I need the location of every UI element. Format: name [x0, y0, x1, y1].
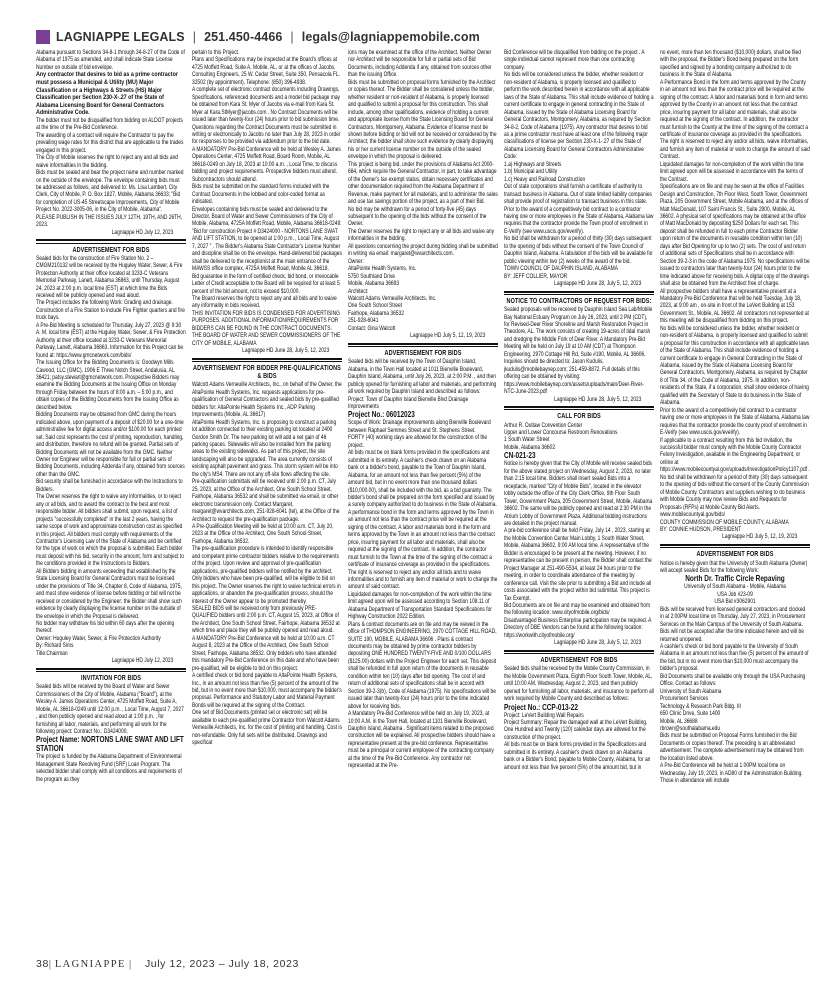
notice-paragraph: ions may be examined at the office of the Architect. Neither Owner nor Architect will be responsible for full or partial sets of Bid Documents, including Addenda if any, obtained from sources other than the issuing Office. — [348, 49, 492, 79]
notice-highlight: CN-021-23 — [504, 451, 536, 461]
notice-paragraph: Notice is hereby given that the University of South Alabama (Owner) will accept sealed Bids for the following Work: — [660, 559, 808, 574]
notice-paragraph: A Pre-Qualification Meeting will be held at 10:00 a.m. CT, July 20, 2023 at the Office of the Architect, One South School Street, Fairhope, Alabama 36532. — [192, 522, 334, 545]
legal-notice — [660, 49, 810, 541]
notice-paragraph: Envelopes containing bids must be sealed and delivered to the Director, Board of Water and Sewer Commissioners of the City of Mobile, Alabama, 4725A Moffett Road, Mobile, Alabama 36618-0249: "Bid for construction Project # D3424000 - NORTONS LANE SWAT AND LIFT STATION, to be opened at 1:00 p.m. , Local Time, August 7, 2027 " . The Bidder's Alabama State Contractor's License Number and discipline shall be on the envelope. Hand-delivered bid packages shall be delivered to the receptionist at the main entrance of the MAWSS office complex, 4725A Moffett Road, Mobile AL 36618. — [192, 205, 342, 273]
legal-notice — [504, 406, 654, 647]
notice-paragraph: No bidder may withdraw his bid within 60 days after the opening thereof. — [36, 619, 175, 635]
notice-divider — [348, 343, 498, 347]
notice-highlight: Project No.: 06012023 — [348, 410, 415, 420]
legal-notice — [36, 239, 186, 665]
notice-paragraph: PLEASE PUBLISH IN THE ISSUES JULY 12TH, 19TH, AND 26TH, 2023. — [36, 213, 183, 229]
notice-paragraph: No bid shall be withdrawn for a period of thirty (30) days subsequent to the opening of bids without the consent of the Town Council of Dauphin Island, Alabama. A tabulation of the bids will be available for public viewing within two (2) weeks of the award of the bid. — [504, 235, 653, 265]
notice-paragraph: If applicable to a contract resulting from this bid invitation, the successful bidder must comply with the Mobile County Contractor Felony Investigation, available in the Engineering Department, or online at https://www.mobilecountyal.gov/uploads/InvestigationPolicy1107.pdf . — [660, 436, 810, 474]
notice-centered-line: USA Bid #3062901 — [714, 598, 756, 606]
publication-name: LAGNIAPPE — [54, 959, 126, 970]
page-header — [36, 29, 480, 45]
notice-paragraph: A performance bond in the form and terms approved by the Town in an amount not less than the contract price will be required at the signing of the contract. A labor and materials bond in the form and terms approved by the Town in an amount not less than the contract price, insuring payment for all labor and materials, shall also be required at the signing of the contract. In addition, the contractor must furnish to the Town at the time of the signing of the contract a certificate of insurance coverage as provided in the specifications. The right is reserved to reject any and/or all bids and to waive informalities and to furnish any item of material or work to change the amount of said contract. — [348, 508, 498, 591]
notice-paragraph: The Owner reserves the right to waive any informalities, or to reject any or all bids, and to award the contract to the best and most responsible bidder. All bidders shall submit, upon request, a list of projects "successfully completed" in the last 2 years, having the same scope of work and approximate construction cost as specified in this project. All bidders must comply with requirements of the Contractor's Licensing Law of the State of Alabama and be certified for the type of work on which the proposal is submitted. Each bidder must deposit with his bid, security in the amount, form and subject to the conditions provided in the Instructions to Bidders. — [36, 493, 184, 568]
notice-paragraph: All bids must be on blank forms provided in the specifications and submitted in its entirety. A cashier's check drawn on an Alabama bank or a bidder's bond, payable to the Town of Dauphin Island, Alabama, for an amount not less than five percent (5%) of the amount bid, but in no event more than one thousand dollars ($10,000.00), shall be included with the bid, as a bid guaranty. The bidder's bond shall be prepared on the form specified and issued by a surety company authorized to do business in the State of Alabama. — [348, 449, 497, 509]
notice-paragraph: One Hundred and Twenty (120) calendar days are allowed for the construction of the project. — [504, 726, 646, 741]
notice-paragraph: Questions regarding the Contract Documents must be submitted in writing or electronically to Jacobs no later than July 28, 2023 in order for responses to be provided via addendum prior to the bid date. — [192, 123, 341, 146]
notice-paragraph: Mobile, Alabama 36602 — [504, 443, 556, 451]
notice-divider — [504, 291, 654, 295]
column-4 — [504, 49, 654, 954]
notice-centered-line: USA Job #23-09 — [717, 590, 753, 598]
notice-paragraph: By: Richard Sims — [36, 642, 74, 650]
notice-paragraph: 650 Clinic Drive, Suite 1400 — [660, 710, 721, 718]
notice-highlight: Any contractor that desires to bid as a prime contractor must possess a Municipal & Utility (MU) Major Classification or a Highways & Streets (HS) Major Classification per Section 230-X-.27 of the State of Alabama Licensing Board for General Contractors Administrative Code. — [36, 71, 178, 117]
notice-paragraph: One set of Bid Documents (printed set or electronic set) will be available to each pre-qualified prime Contractor from Walcott Adams Verneuille Architects, Inc. for the cost of printing and handling. Cost is non-refundable. Only full sets will be distributed. Drawings and specificat — [192, 709, 342, 747]
section-title: LAGNIAPPE LEGALS — [56, 30, 185, 44]
notice-paragraph: Specifications are on file and may be seen at the office of Facilities Design and Construction, 7th Floor West, South Tower, Government Plaza, 205 Government Street, Mobile Alabama, and at the offices of Matt MacDonald, 107 Saint Francis St., Suite 2900, Mobile, AL 36602. A physical set of specifications may be obtained at the office of Matt MacDonald by depositing $250 Dollars for each set. This deposit shall be refunded in full to each prime Contractor Bidder upon return of the documents in reusable condition within ten (10) days after Bid Opening for up to two (2) sets. The cost of and return of additional sets of Specifications shall be in accordance with Section 39-2-3 in the code of Alabama 1975. No specifications will be issued to contractors later than twenty-four (24) hours prior to the time indicated above for receiving bids. A digital copy of the drawings shall also be obtained from the Architect free of charge. — [660, 183, 810, 288]
notice-paragraph: Walcott Adams Verneuille Architects, Inc. — [348, 294, 437, 302]
notice-paragraph: Sealed bids will be received by the Town of Dauphin Island, Alabama, in the Town Hall located at 1011 Bienville Boulevard, Dauphin Island, Alabama, until July 26, 2023, at 2:00 P.M. , and then publicly opened for furnishing all labor and materials, and performing all work required by Dauphin Island and described as follows: — [348, 358, 497, 396]
notice-highlight: Project Name: NORTONS LANE SWAT AND LIFT STATION — [36, 735, 184, 754]
notice-paragraph: All bids must be on blank forms provided in the Specifications and submitted in its entirety. A cashier's check drawn on an Alabama bank or a Bidder's Bond, payable to Mobile County, Alabama, for an amount not less than five percent (5%) of the amount bid, but in — [504, 741, 651, 771]
notice-paragraph: Technology & Research Park Bldg. III — [660, 702, 741, 710]
notice-paragraph: Bids must be submitted on Proposal Forms furnished in the Bid Documents or copies thereof. The preceding is an abbreviated advertisement. The complete advertisement may be obtained from the location listed above. — [660, 732, 804, 762]
column-2 — [192, 49, 342, 954]
legal-notice — [348, 49, 498, 340]
notice-paragraph: Scope of Work: Drainage improvements along Bienville Boulevard between Raphael Semmes Street and St. Stephens Street. — [348, 419, 491, 434]
notice-paragraph: The Board reserves the right to reject any and all bids and to waive any informality in bids received. — [192, 294, 337, 310]
notice-paragraph: COUNTY COMMISSION OF MOBILE COUNTY, ALABAMA — [660, 518, 789, 526]
notice-paragraph: No bids will be considered unless the bidder, whether resident or non-resident of Alabama, is properly licensed and qualified to perform the work described herein in accordance with all applicable laws of the State of Alabama. This shall include evidence of holding a current certificate to engage in general contracting in the State of Alabama, issued by the State of Alabama Licensing Board for General Contractors, Montgomery, Alabama, as required by Section 34-8-2, Code of Alabama (1975). Any contractor that desires to bid as a prime contractor must have at least one of the following major classifications of license per Section 230-X-1-.27 of the State of Alabama Licensing Board for General Contractors Administrative Code: — [504, 71, 654, 161]
notice-paragraph: Procurement Services — [660, 695, 709, 703]
notice-paragraph: The awarding of a contract will require the Contractor to pay the prevailing wage rates for this district that are applicable to the trades engaged in this project. — [36, 131, 184, 154]
legal-notice — [504, 49, 654, 288]
notice-title: ADVERTISEMENT FOR BIDDER PRE-QUALIFICATIONS & BIDS — [193, 364, 341, 381]
notice-paragraph: The City of Mobile reserves the right to reject any and all bids and waive informalities in the bidding. — [36, 154, 179, 169]
notice-paragraph: Title:Chairman — [36, 649, 68, 657]
notice-paragraph: A certified check or bid bond payable to AltaPointe Health Systems, Inc., in an amount not less than five (5) percent of the amount of the bid, but in no event more than $10,000, must accompany the bidder's proposal. Performance and Statutory Labor and Material Payment Bonds will be required at the signing of the Contract. — [192, 672, 342, 709]
notice-paragraph: A complete set of electronic contract documents including Drawings, Specifications, referenced documents and a model bid package may be obtained from Kara St. Myer of Jacobs via e-mail from Kara St. Myer at Kara.StMyer@jacobs.com . No Contract Documents will be issued later than twenty-four (24) hours prior to bid submission time. — [192, 86, 340, 124]
notice-paragraph: Bid Conference will be disqualified from bidding on the project . A single individual cannot represent more than one contracting company. — [504, 49, 645, 71]
notice-paragraph: 1.b) Municipal and Utility — [504, 168, 558, 176]
notice-paragraph: Bids will be received from licensed general contractors and clocked in at 2:00PM local time on Thursday, July 27, 2023, in Procurement Services on the Main Campus of the University of South Alabama. Bids will not be accepted after the time indicated herein and will be returned unopened. — [660, 605, 806, 643]
notice-paragraph: THE BOARD OF WATER AND SEWER COMMISSIONERS OF THE CITY OF MOBILE, ALABAMA — [192, 332, 341, 347]
header-separator: | — [192, 30, 197, 44]
legal-notice — [504, 291, 654, 403]
notice-paragraph: A Mandatory Pre-Bid Conference will be held on July 19, 2023, at 10:00 A.M. in the Town Hall, located at 1101 Bienville Boulevard, Dauphin Island, Alabama . Significant items related to the proposed construction will be explained. All prospective bidders should have a representative present at the pre-bid conference. Representative must be a principal or current employee of the contracting company at the time of the Pre-Bid Conference. Any contractor not represented at the Pre- — [348, 710, 495, 770]
notice-paragraph: Bids must be sealed and bear the project name and number marked on the outside of the envelope. The envelope containing bids must be addressed as follows, and delivered to: Ms. Lisa Lambert, City Clerk, City of Mobile, P. O. Box 1827, Mobile, Alabama 36633; "Bid for completion of US-45 Streetscape Improvements, City of Mobile Project No. 2022-3005-06, in the City of Mobile, Alabama". — [36, 169, 184, 214]
notice-paragraph: Alabama pursuant to Sections 34-8-1 through 34-8-27 of the Code of Alabama of 1975 as amended, and shall indicate State License Number on outside of bid envelope. — [36, 49, 185, 71]
notice-paragraph: 1 South Water Street — [504, 436, 550, 444]
column-1 — [36, 49, 186, 954]
notice-paragraph: Prior to the award of a competitively bid contract to a contractor having one or more employees in the State of Alabama, Alabama law requires that the contractor provide the county proof of enrollment in E-Verify (see www.uscis.gov/everify). — [660, 406, 810, 437]
notice-paragraph: Bids must be submitted on the standard forms included with the Contract Documents in the lobbied and color-coded format as indicated. — [192, 183, 330, 206]
notice-paragraph: Sealed bids will be received by the Board of Water and Sewer Commissioners of the City of Mobile, Alabama ("Board"), at the Wesley A. James Operations Center, 4725 Moffett Road, Suite A, Mobile, AL 36618-0249 until 12:00 p.m. , Local Time, August 7, 2027 , and then publicly opened and read aloud at 1:00 p.m. , for furnishing all labor, materials, and performing all work for the following project: Contract No.: D3424000, — [36, 683, 184, 735]
notice-paragraph: AltaPointe Health Systems, Inc. — [348, 265, 417, 273]
notice-paragraph: The pre-qualification procedure is intended to identify responsible and competent prime contractor bidders relative to the requirements of the project. Upon review and approval of pre-qualification applications, pre-qualified bidders will be notified by the architect. Only bidders who have been pre-qualified, will be eligible to bid on this project. The Owner reserves the right to waive technical errors in applications, or abandon the pre-qualification process, should the interest of the Owner appear to be promoted thereby. — [192, 545, 341, 605]
legal-notice — [36, 668, 186, 784]
notice-paragraph: Owner: Huguley Water, Sewer, & Fire Protection Authority — [36, 634, 161, 642]
notice-paragraph: The Issuing Office for the Bidding Documents is: Goodwyn Mills Cawood, LLC (GMC), 1906 E Three Notch Street, Andalusia, AL 36421; patsy.stewart@gmcnetwork.com. Prospective Bidders may examine the Bidding Documents at the Issuing Office on Monday through Friday between the hours of 8:00 a.m. – 5:00 p.m., and obtain copies of the Bidding Documents from the Issuing Office as described below. — [36, 359, 180, 411]
notice-paragraph: AltaPointe Health Systems, Inc. is proposing to construct a parking lot addition connected to their existing parking lot located at 2400 Gordon Smith Dr. The new parking lot will add a net gain of 46 parking spaces. Sidewalks will also be installed from the parking areas to the existing sidewalks. As part of this project, the site landscaping will also be upgraded. The area currently consists of existing asphalt pavement and grass. This storm system will be into the city's MS4. There are not any off-site flows affecting the site. — [192, 418, 338, 478]
header-email[interactable]: legals@lagniappemobile.com — [301, 30, 480, 44]
legal-notice — [348, 343, 498, 770]
header-phone: 251.450-4466 — [204, 30, 283, 44]
notice-paragraph: Project Summary: Repair the damaged wall at the LeVert Building. — [504, 719, 648, 727]
notice-paragraph: no event, more than ten thousand ($10,000) dollars, shall be filed with the proposal, the Bidder's Bond being prepared on the form specified and signed by a bonding company authorized to do business in the State of Alabama. — [660, 49, 801, 79]
column-3 — [348, 49, 498, 954]
notice-paragraph: Sealed bids shall be received by the Mobile County Commission, in the Mobile Government Plaza, Eighth Floor South Tower, Mobile, AL, until 10:00 AM, Wednesday, August 2, 2023, and then publicly opened for furnishing all labor, materials, and insurance to perform all work required by Mobile County and described as follows: — [504, 665, 654, 703]
notice-paragraph: All Bidders bidding in amounts exceeding that established by the State Licensing Board for General Contractors must be licensed under the provisions of Title 34, Chapter 8, Code of Alabama, 1975, and must show evidence of license before bidding or bid will not be received or considered by the Engineer; the Bidder shall show such evidence by clearly displaying the license number on the outside of the envelope in which the Proposal is delivered. — [36, 567, 182, 620]
notice-divider — [36, 239, 186, 243]
notice-paragraph: 251-928-6041 — [348, 317, 379, 325]
notice-paragraph: Bids must be submitted on proposal forms furnished by the Architect or copies thereof. The Bidder shall be considered unless the bidder, whether resident or non-resident of Alabama, is properly licensed and qualified to submit a proposal for this construction. This shall include, among other qualifications, evidence of holding a current and appropriate license from the State Licensing Board for General Contractors, Montgomery, Alabama. Evidence of license must be shown before bidding or bid will not be received or considered by the Architect; the bidder shall show such evidence by clearly displaying his or her current license number on the outside of the sealed envelope in which the proposal is delivered. — [348, 78, 497, 161]
notice-paragraph: 5750 Southland Drive — [348, 272, 395, 280]
notice-paragraph: All prospective bidders shall have a representative present at a Mandatory Pre-Bid Conference that will be held Tuesday, July 18, 2023, at 9:00 am , on-site in front of the LeVert Building at 153 Government St., Mobile, AL 36602. All contractors not represented at this meeting will be disqualified from bidding on this project. — [660, 287, 809, 325]
notice-signature: Lagniappe HD July 5, 12, 19, 2023 — [410, 332, 486, 340]
footer-separator: | — [129, 959, 132, 970]
notice-paragraph: No bid shall be withdrawn for a period of thirty (30) days subsequent to the opening of bids without the consent of the County Commission of Mobile County. Contractors and suppliers wishing to do business with Mobile County may now review Bids and Requests for Proposals (RFPs) at Mobile County Bid Alerts. www.mobilecountyal.gov/bids/ — [660, 473, 809, 519]
legal-notice — [192, 358, 342, 747]
notice-paragraph: Bidding Documents may be obtained from GMC during the hours indicated above, upon payment of a deposit of $20.00 for a one-time administrative fee for digital access and/or $100.00 for each printed set. Said cost represents the cost of printing, reproduction, handling, and distribution, therefore no refund will be granted. Partial sets of Bidding Documents will not be available from the GMC. Neither Owner nor Engineer will be responsible for full or partial sets of Bidding Documents, including Addenda if any, obtained from sources other than the GMC. — [36, 411, 185, 478]
header-text — [56, 30, 480, 44]
brand-square-icon — [36, 30, 50, 44]
legal-notice — [504, 650, 654, 771]
notice-divider — [504, 650, 654, 654]
notice-signature: Lagniappe HD June 28, July 5, 12, 2023 — [554, 639, 642, 647]
notice-paragraph: Contact: Gina Walcott — [348, 324, 396, 332]
notice-paragraph: A MANDATORY Pre-Bid Conference will be held at Wesley A. James Operations Center, 4725 Moffett Road, Board Room, Mobile, AL 36618-0249 on July 18, 2023 at 10:00 a.m. , Local Time, to discuss bidding and project requirements. Prospective bidders must attend. Subcontractors should attend. — [192, 145, 341, 183]
notice-title: ADVERTISEMENT FOR BIDS — [696, 551, 774, 559]
notice-highlight: Project No.: CCP-013-22 — [504, 702, 579, 712]
notice-paragraph: Bid guarantee in the form of certified check, bid bond, or irrevocable Letter of Credit acceptable to the Board will be required for at least 5 percent of the bid amount, not to exceed $10,000. — [192, 272, 340, 295]
notice-title: ADVERTISEMENT FOR BIDS — [72, 246, 150, 254]
notice-signature: Lagniappe HD June 28, July 5, 12, 2023 — [242, 347, 330, 355]
notice-paragraph: This project is being bid, under the provisions of Alabama Act 2000-684, which require the General Contractor, in part, to take advantage of the Owner's tax exempt status, obtain necessary certificates and other documentation required from the Alabama Department of Revenue, make payment for all materials, and to administer the sales and use tax savings portion of the project, as a part of their Bid. — [348, 160, 498, 206]
page-footer — [36, 958, 299, 970]
notice-paragraph: No bid may be withdrawn for a period of forty-five (45) days subsequent to the opening of the bids without the consent of the Owner. — [348, 205, 487, 228]
notice-paragraph: BY: JEFF COLLIER, MAYOR — [504, 272, 568, 280]
notice-paragraph: Architect: — [348, 287, 369, 295]
notice-paragraph: Sealed proposals will be received by Dauphin Island Sea Lab/Mobile Bay National Estuary Program on July 26, 2023, until 2 PM (CDT), for Revised-Deer River Shoreline and Marsh Restoration Project in Theodore, AL. The work consists of creating 19-acres of tidal marsh and dredging the Middle Fork of Deer River. A Mandatory Pre-Bid Meeting will be held on July 19 at 10 AM (CDT) at Thompson Engineering, 2970 Cottage Hill Rd, Suite #190, Mobile, AL 36606. Inquiries should be directed to: Jason Kudulis, jkudulis@mobilebaynep.com; 251-459-8872. Full details of this offering can be obtained by visiting: https://www.mobilebaynep.com/assets/uploads/main/Deer-River-NTC-June-2023.pdf — [504, 306, 653, 396]
notice-paragraph: A Performance Bond in the form and terms approved by the County in an amount not less than the contract price will be required at the signing of the contract. A labor and materials bond in form and terms approved by the County in an amount not less than the contract price, insuring payment for all labor and materials, shall also be required at the signing of the contract. In addition, the contractor must furnish to the County at the time of the signing of the contract a certificate of insurance coverage as provided in the specifications. The right is reserved to reject any and/or all bids, waive informalities, and furnish any item of material or work to change the amount of said Contract. — [660, 78, 810, 161]
notice-paragraph: Disadvantaged Business Enterprise participation may be required. A Directory of DBE Vendors can be found at the following location: https://workwith.cityofmobile.org/ — [504, 616, 652, 639]
notice-signature: Lagniappe HD July 12, 2023 — [111, 228, 174, 236]
notice-title: NOTICE TO CONTRACTORS OF REQUEST FOR BIDS: — [506, 297, 652, 305]
notice-paragraph: Owner: — [348, 257, 364, 265]
notice-paragraph: pertain to this Project. — [192, 49, 240, 56]
notice-paragraph: 1.c) Heavy and Railroad Construction — [504, 175, 586, 183]
notice-paragraph: Liquidated damages for non-completion of the work within the time limit agreed upon will be assessed in accordance with the terms of the Contract. — [660, 160, 804, 183]
notice-paragraph: University of South Alabama — [660, 687, 722, 695]
notice-paragraph: Project: Town of Dauphin Island Bienville Blvd Drainage Improvements — [348, 395, 469, 410]
notice-paragraph: Mobile, Alabama 36693 — [348, 280, 400, 288]
notice-title: ADVERTISEMENT FOR BIDS — [540, 657, 618, 665]
notice-signature: Lagniappe HD June 28, July 5, 12, 2023 — [554, 280, 642, 288]
notice-title: ADVERTISEMENT FOR BIDS — [384, 350, 462, 358]
notice-paragraph: A cashier's check or bid bond payable to the University of South Alabama in an amount not less than five (5) percent of the amount of the bid, but in no event more than $10,000 must accompany the bidder's proposal. — [660, 643, 809, 673]
footer-separator: | — [48, 959, 52, 970]
notice-divider — [36, 668, 186, 672]
notice-paragraph: Plans & contract documents are on file and may be viewed in the office of THOMPSON ENGINEERING, 2970 COTTAGE HILL ROAD, SUITE 190, MOBILE, ALABAMA 36606 . Plans & contract documents may be obtained by prime contractor bidders by depositing ONE HUNDRED TWENTY-FIVE AND 0/100 DOLLARS ($125.00) dollars with the Project Engineer for each set. This deposit shall be refunded in full upon return of the documents in reusable condition within ten (10) days after bid opening. The cost of and return of additional sets of specifications shall be in accord with Section 39-2-3(b), Code of Alabama (1975). No specifications will be issued later than twenty-four (24) hours prior to the time indicated above for receiving bids. — [348, 620, 497, 710]
notice-paragraph: THIS INVITATION FOR BIDS IS CONDENSED FOR ADVERTISING PURPOSES. ADDITIONAL INFORMATION/REQUIREMENTS FOR BIDDERS CAN BE FOUND IN THE CONTRACT DOCUMENTS. — [192, 309, 340, 332]
legal-notices-columns — [36, 49, 814, 954]
notice-divider — [504, 406, 654, 410]
notice-paragraph: Bid Documents are on file and may be examined and obtained from the following location: www.cityofmobile.org/bids/ — [504, 602, 651, 617]
notice-paragraph: The Project includes the following Work: Grading and drainage. Construction of a Fire Station to include Fire Fighter quarters and fire truck bays. — [36, 299, 185, 322]
notice-paragraph: Pre-qualification submittals will be received until 2:00 p.m. CT, July 25, 2023, at the Office of the Architect, One South School Street, Fairhope, Alabama 36532 and shall be submitted via email, or other electronic transmission only. Contact Margaret, margaret@wvarchitects.com, 251-928-6041 (tel), at the Office of the Architect to request the pre-qualification package. — [192, 478, 340, 523]
notice-paragraph: rbrown@southalabama.edu — [660, 725, 721, 733]
header-separator: | — [290, 30, 294, 44]
notice-paragraph: The bidder must not be disqualified from bidding on ALDOT projects at the time of the Pre-Bid Conference. — [36, 116, 183, 132]
notice-paragraph: Prior to the award of a competitively bid contract to a contractor having one or more employees in the State of Alabama, Alabama law requires that the contractor provide the Town proof of enrollment in E-Verify (see www.uscis.gov/everify). — [504, 205, 654, 235]
notice-paragraph: Mobile, AL 36688 — [660, 717, 698, 725]
column-5 — [660, 49, 810, 954]
notice-paragraph: The project is funded by the Alabama Department of Environmental Management State Revolving Fund (SRF) Loan Program. The selected bidder shall comply with all conditions and requirements of the program as they — [36, 753, 182, 783]
notice-paragraph: Project: LeVert Building Wall Repairs — [504, 711, 584, 719]
notice-paragraph: A Pre-Bid Conference will be held at 1:00PM local time on Wednesday, July 19, 2023, in AD80 of the Administration Building. Those in attendance will include — [660, 762, 803, 785]
notice-paragraph: Walcott Adams Verneuille Architects, Inc., on behalf of the Owner, the AltaPointe Health Systems, Inc. requests applications for pre-qualification of General Contractors and sealed bids by pre-qualified bidders for: AltaPointe Health Systems Inc., ADP Parking Improvements (Mobile, AL 36617) — [192, 381, 342, 419]
notice-paragraph: BY: CONNIE HUDSON, PRESIDENT — [660, 526, 742, 533]
notice-paragraph: Upper and Lower Concourse Restroom Renovations — [504, 429, 618, 437]
notice-signature: Lagniappe HD July 5, 12, 19, 2023 — [722, 533, 798, 541]
notice-paragraph: Out of state corporations shall furnish a certificate of authority to transact business in Alabama. Out of state limited liability companies shall provide proof of registration to transact business in this state. — [504, 183, 652, 206]
notice-title: CALL FOR BIDS — [557, 413, 601, 421]
notice-highlight: North Dr. Traffic Circle Repaving — [685, 574, 785, 584]
notice-paragraph: Notice is hereby given that the City of Mobile will receive sealed bids for the above stated project on Wednesday, August 2, 2023, no later than 2:15 local time. Bidders shall insert sealed Bids into a receptacle, marked "City of Mobile Bids", located in the elevator lobby outside the office of the City Clerk Office, 9th Floor South Tower, Government Plaza, 205 Government Street, Mobile, Alabama 36602. The same will be publicly opened and read at 2:30 PM in the Atrium Lobby of Government Plaza. Additional bidding instructions are detailed in the project manual. — [504, 460, 653, 528]
notice-paragraph: Fairhope, Alabama 36532 — [348, 309, 404, 317]
notice-paragraph: The Owner reserves the right to reject any or all bids and waive any informalities in the bidding. — [348, 227, 495, 243]
legal-notice — [36, 49, 186, 236]
notice-paragraph: SEALED BIDS will be received only from previously PRE-QUALIFIED bidders until 2:00 p.m. CT, August 15, 2023, at Office of the Architect, One South School Street, Fairhope, Alabama 36532 at which time and place they will be publicly opened and read aloud. — [192, 604, 340, 635]
notice-signature: Lagniappe HD June 28, July 5, 12, 2023 — [554, 395, 642, 403]
page-number: 38 — [36, 958, 49, 970]
notice-paragraph: Bid security shall be furnished in accordance with the Instructions to Bidders. — [36, 478, 183, 493]
notice-paragraph: FORTY (40) working days are allowed for the construction of the project. — [348, 434, 488, 449]
legal-notice — [192, 49, 342, 355]
notice-paragraph: No bids will be considered unless the bidder, whether resident or non-resident of Alabama, is properly licensed and qualified to submit a proposal for this construction in accordance with all applicable laws of the State of Alabama. This shall include evidence of holding a current certificate to engage in General Contracting in the State of Alabama, issued by the State of Alabama Licensing Board for General Contractors, Montgomery, Alabama, as required by Chapter 8 of Title 34, of the Code of Alabama, 1975. In addition, non-residents of the State, if a corporation, shall show evidence of having qualified with the Secretary of State to do business in the State of Alabama. — [660, 324, 810, 407]
notice-signature: Lagniappe HD July 12, 2023 — [111, 657, 174, 665]
legal-notice — [660, 544, 810, 785]
notice-divider — [192, 358, 342, 362]
notice-paragraph: TOWN COUNCIL OF DAUPHIN ISLAND, ALABAMA — [504, 265, 619, 273]
notice-paragraph: Arthur R. Outlaw Convention Center — [504, 421, 583, 429]
notice-divider — [660, 544, 810, 548]
notice-paragraph: A Pre-Bid Meeting is scheduled for Thursday, July 27, 2023 @ 9:30 A. M. local time (EST) at the Huguley Water, Sewer, & Fire Protection Authority at their office located at 3233-C Veterans Memorial Parkway, Lanett, Alabama 36863. Information for this Project can be found at: https://www.gmcnetwork.com/bids/ — [36, 321, 186, 359]
notice-paragraph: All questions concerning the project during bidding shall be submitted in writing via email: margaret@wvarchitects.com. — [348, 242, 498, 258]
notice-paragraph: Liquidated damages for non-completion of the work within the time limit agreed upon will be assessed according to Section 108.11 of Alabama Department of Transportation Standard Specifications for Highway Construction 2022 Edition. — [348, 590, 492, 621]
notice-centered-line: University of South Alabama - Mobile, Alabama — [684, 583, 786, 591]
notice-paragraph: A MANDATORY Pre-Bid Conference will be held at 10:00 a.m. CT August 8, 2023 at the Office of the Architect, One South School Street, Fairhope, Alabama 36532. Only bidders who have attended this mandatory Pre-Bid Conference on this date and who have been pre-qualified, will be eligible to bid on this project. — [192, 634, 339, 672]
notice-title: INVITATION FOR BIDS — [81, 675, 141, 683]
notice-paragraph: One South School Street — [348, 302, 403, 310]
notice-paragraph: A pre-bid conference shall be held Friday, July 14 , 2023, starting at the Mobile Convention Center Main Lobby, 1 South Water Street, Mobile, Alabama 36602, 9:00 AM local time. A representative of the Bidder is encouraged to be present at the meeting. However, if no representative can be present in person, the Bidder shall contact the Project Manager at 251-490-5534, at least 24 hours prior to the meeting, in order to coordinate attendance of the meeting by conference call. Visit the site prior to submitting a Bid and include all costs associated with the project within bid submittal. This project is Tax Exempt. — [504, 527, 652, 602]
issue-date-range: July 12, 2023 – July 18, 2023 — [144, 958, 299, 970]
notice-paragraph: Bid Documents shall be available only through the USA Purchasing Office. Contact as follows: — [660, 672, 806, 688]
notice-paragraph: 1.a) Highways and Streets — [504, 160, 562, 168]
notice-paragraph: Sealed bids for the construction of Fire Station No. 2 – CMGM210132 will be received by the Huguley Water, Sewer, & Fire Protection Authority at their office located at 3233-C Veterans Memorial Parkway, Lanett, Alabama 36863, until Thursday, August 24, 2023 at 2:00 p.m. local time (EST) at which time the Bids received will be publicly opened and read aloud. — [36, 254, 183, 300]
notice-paragraph: Plans and Specifications may be inspected at the Board's offices at 4725 Moffett Road, Suite A, Mobile, AL, or at the offices of Jacobs, Consulting Engineers, 25 W. Cedar Street, Suite 350, Pensacola FL. 32502 (by appointment), Telephone: (850) 396-4938. — [192, 56, 340, 86]
